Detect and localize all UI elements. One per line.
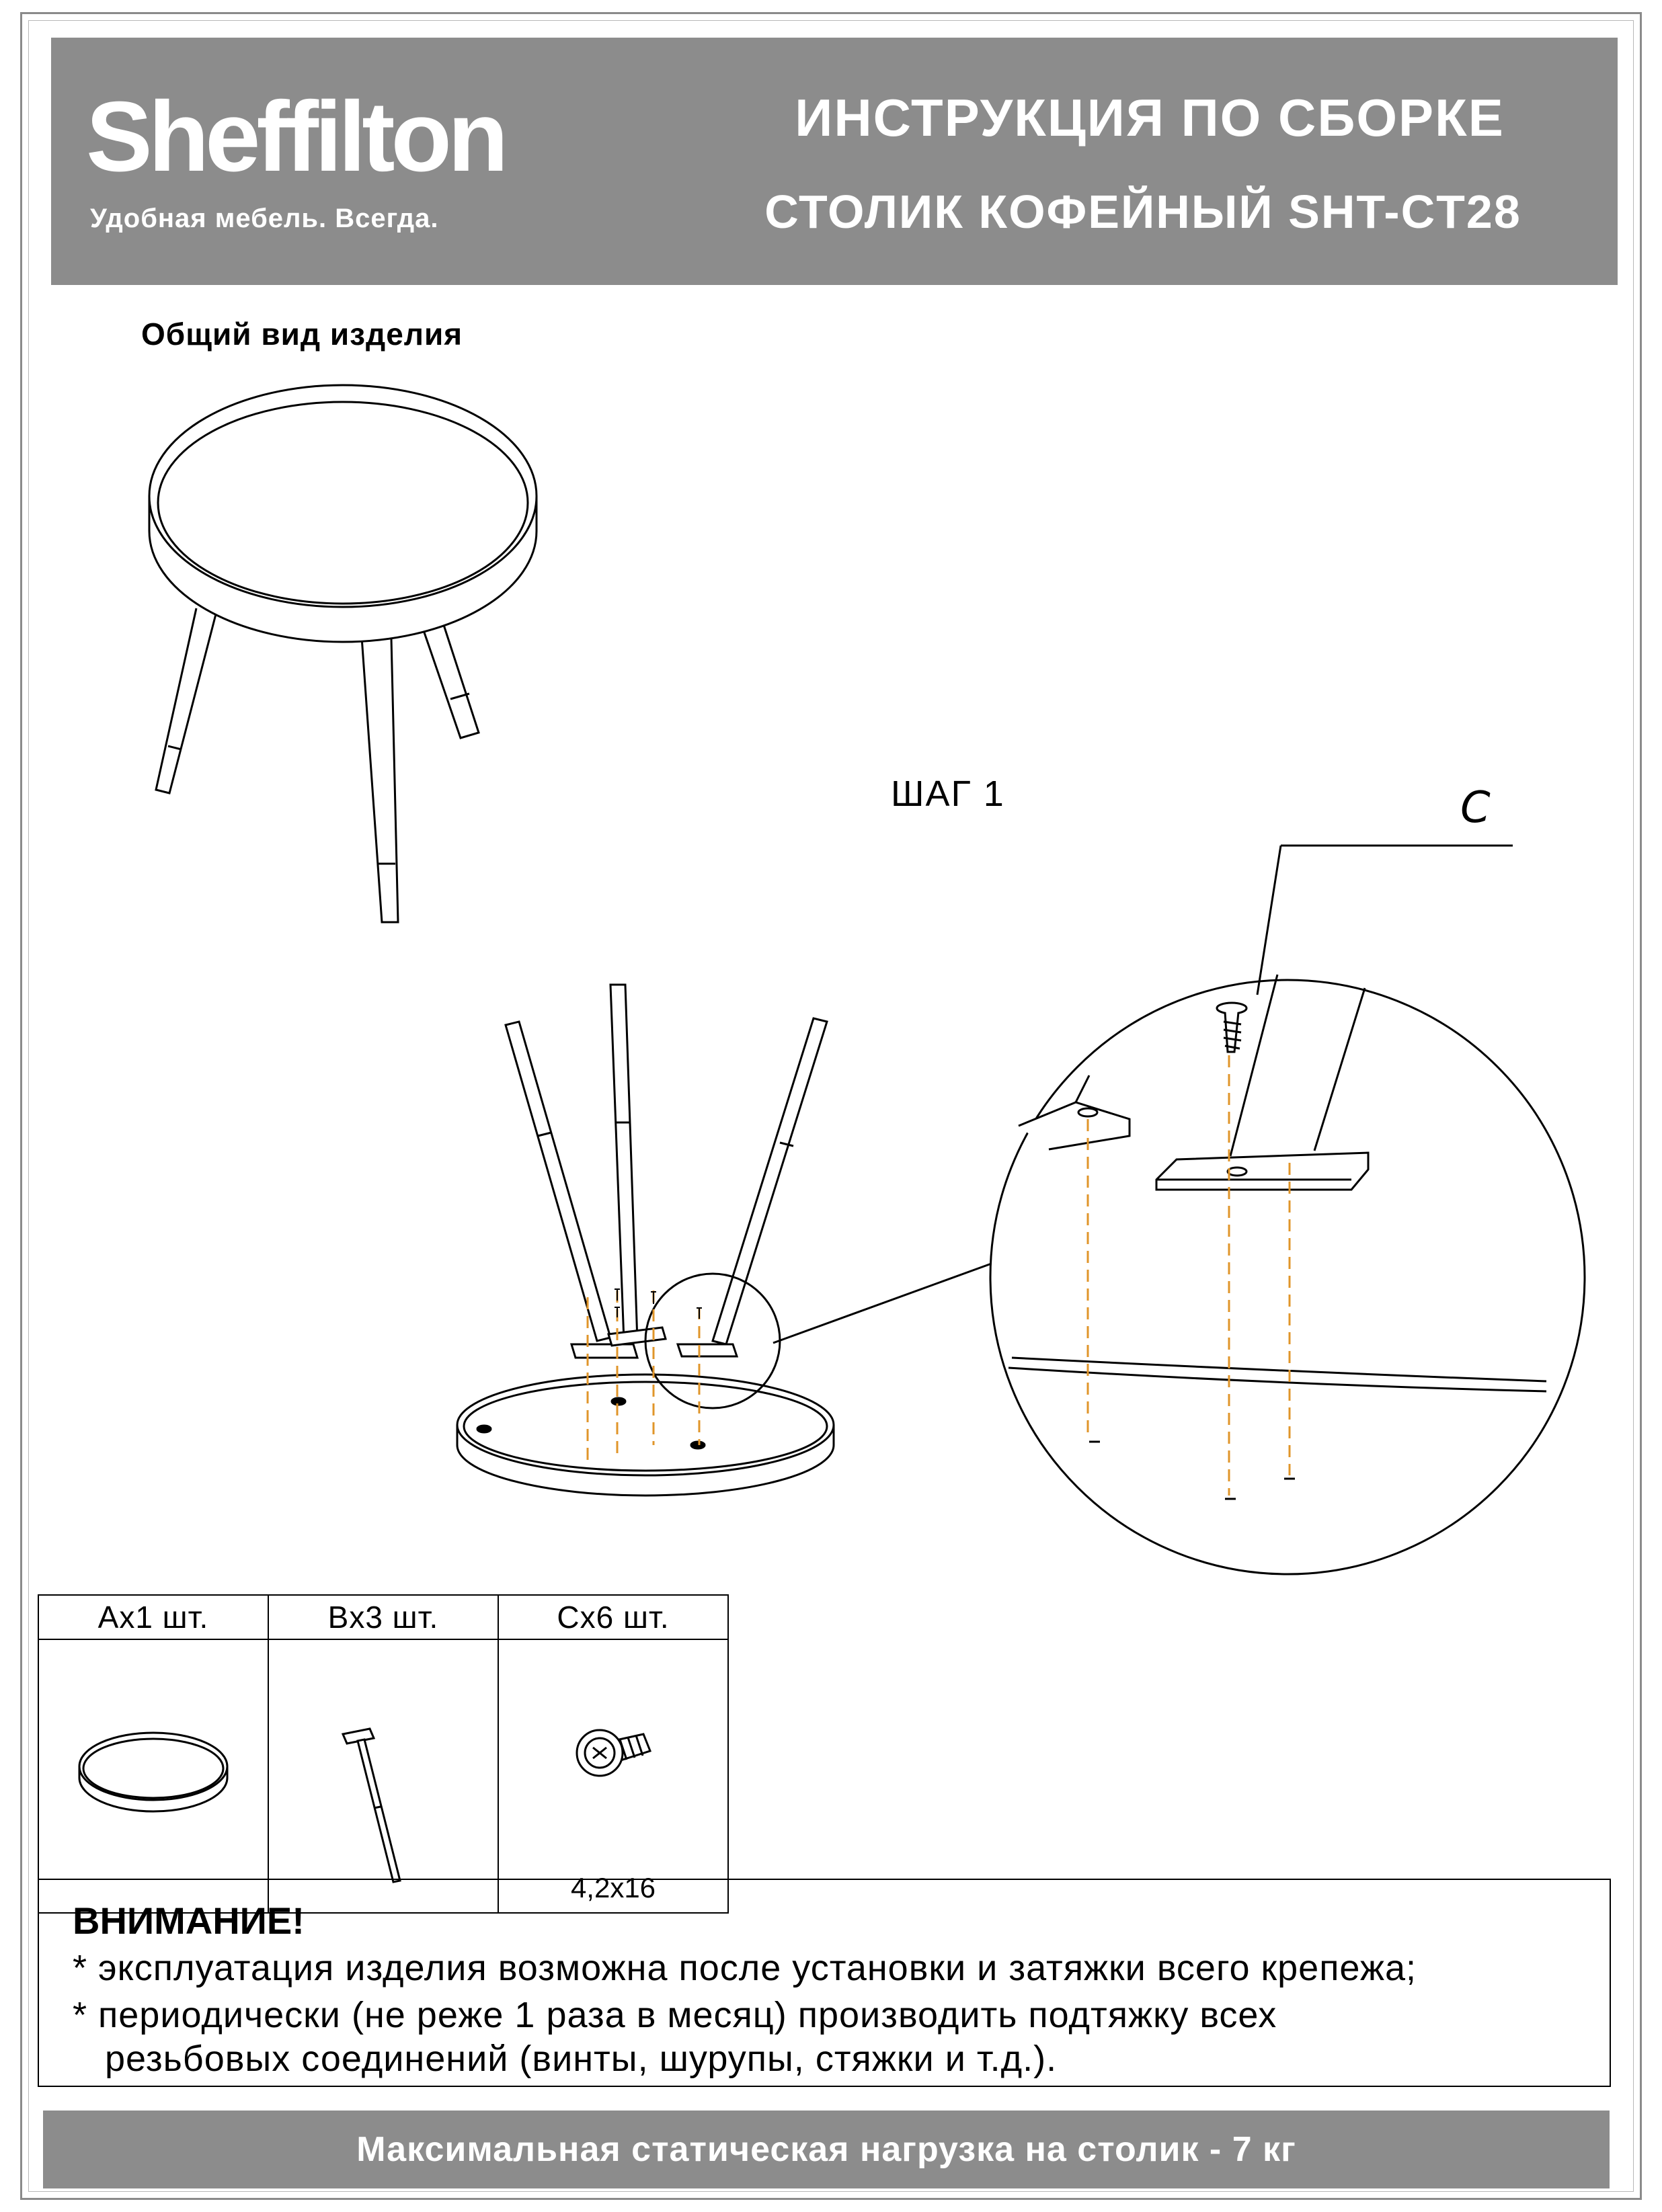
max-load-text: Максимальная статическая нагрузка на столик - 7 кг <box>356 2130 1296 2169</box>
part-b-header: Вx3 шт. <box>268 1595 498 1639</box>
callout-letter: C <box>1460 783 1491 833</box>
step-label: ШАГ 1 <box>891 774 1005 814</box>
document-subtitle: СТОЛИК КОФЕЙНЫЙ SHT-CT28 <box>764 186 1521 238</box>
part-c-header: Сx6 шт. <box>498 1595 728 1639</box>
footer-banner <box>43 2111 1610 2188</box>
screw-size-label: 4,2x16 <box>570 1872 656 1903</box>
table-leg-icon <box>269 1640 498 1909</box>
overview-label: Общий вид изделия <box>141 317 463 352</box>
tabletop-icon <box>39 1640 268 1909</box>
part-a-header: Аx1 шт. <box>38 1595 268 1639</box>
screw-icon <box>499 1640 727 1862</box>
warning-box <box>38 1879 1611 2087</box>
brand-slogan: Удобная мебель. Всегда. <box>90 204 439 233</box>
part-a-cell <box>38 1639 268 1913</box>
warning-line: резьбовых соединений (винты, шурупы, стяжки и т.д.). <box>73 2039 1058 2079</box>
part-b-cell <box>268 1639 498 1913</box>
parts-table <box>38 1594 729 1914</box>
detail-zoom-circle <box>990 846 1585 1574</box>
warning-line: * эксплуатация изделия возможна после установки и затяжки всего крепежа; <box>73 1948 1417 1988</box>
warning-line: * периодически (не реже 1 раза в месяц) производить подтяжку всех <box>73 1995 1277 2035</box>
document-title: ИНСТРУКЦИЯ ПО СБОРКЕ <box>795 88 1505 147</box>
brand-logo: Sheffilton <box>86 81 505 192</box>
step1-assembly-drawing <box>457 985 995 1496</box>
overview-table-drawing <box>149 385 537 922</box>
warning-title: ВНИМАНИЕ! <box>73 1899 305 1942</box>
part-c-cell <box>498 1639 728 1913</box>
